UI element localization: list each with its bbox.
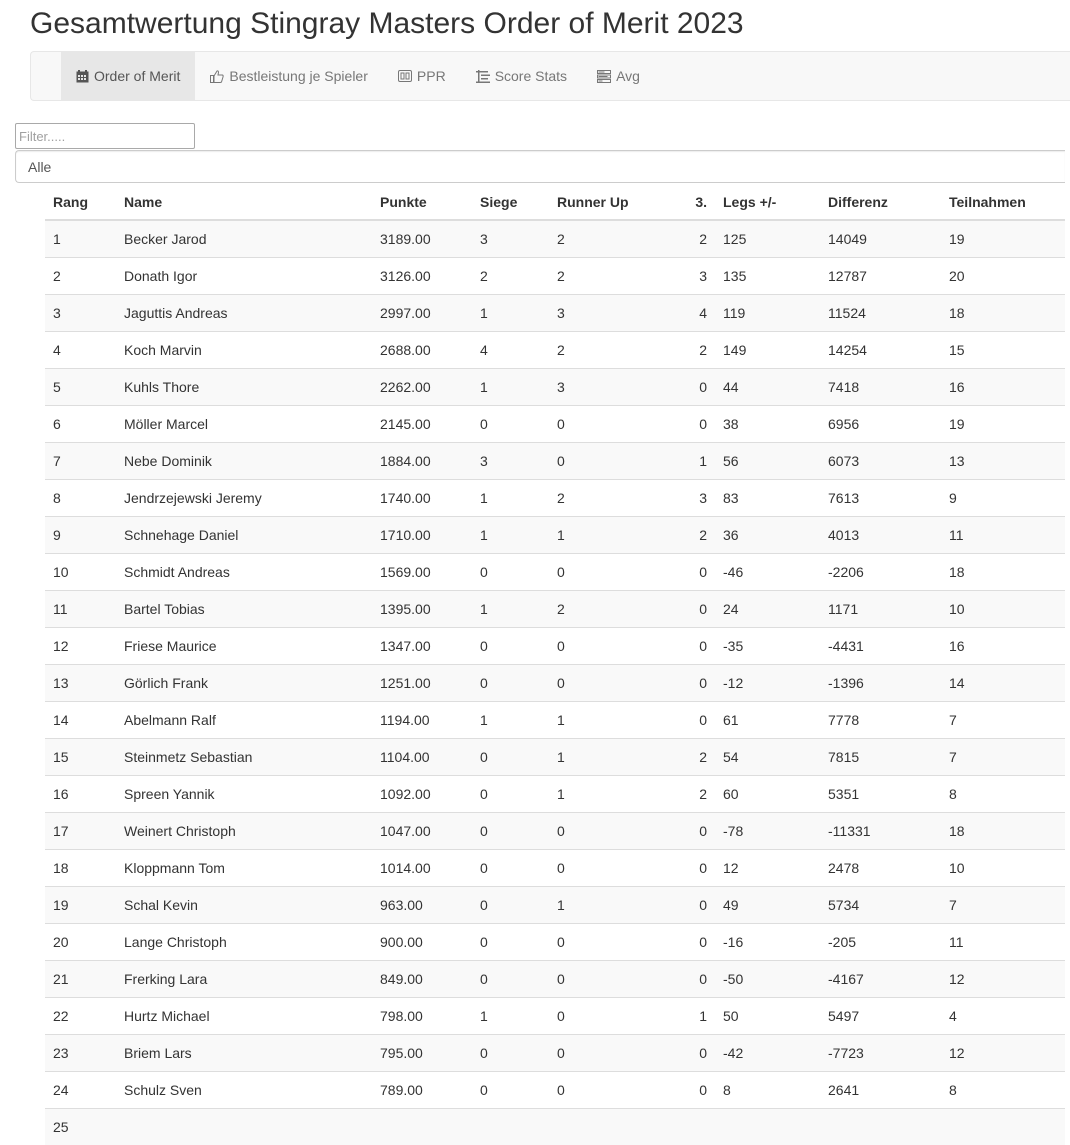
col-header-punkte[interactable]: Punkte [372,184,472,220]
table-row [45,517,1065,554]
cell-punkte: 963.00 [372,887,472,924]
cell-runner-up: 0 [549,665,675,702]
cell-legs: 12 [715,850,820,887]
cell-teilnahmen: 14 [941,665,1065,702]
cell-teilnahmen: 10 [941,850,1065,887]
cell-punkte: 900.00 [372,924,472,961]
cell-teilnahmen: 18 [941,295,1065,332]
cell-third: 2 [675,739,715,776]
cell-punkte: 1740.00 [372,480,472,517]
cell-legs: -50 [715,961,820,998]
ranking-table-container [45,184,1065,1145]
cell-name: Schal Kevin [116,887,372,924]
cell-runner-up: 1 [549,739,675,776]
cell-runner-up: 1 [549,776,675,813]
cell-name: Kuhls Thore [116,369,372,406]
cell-rang: 12 [45,628,116,665]
cell-legs: 135 [715,258,820,295]
cell-teilnahmen: 19 [941,220,1065,258]
cell-rang: 24 [45,1072,116,1109]
cell-third: 0 [675,369,715,406]
cell-punkte: 789.00 [372,1072,472,1109]
cell-rang: 10 [45,554,116,591]
cell-legs: 56 [715,443,820,480]
cell-siege: 1 [472,480,549,517]
cell-punkte: 1014.00 [372,850,472,887]
cell-differenz: -4431 [820,628,941,665]
page-title: Gesamtwertung Stingray Masters Order of Merit 2023 [30,6,744,42]
cell-siege: 1 [472,591,549,628]
table-row [45,665,1065,702]
cell-teilnahmen: 13 [941,443,1065,480]
cell-siege: 0 [472,776,549,813]
tab-label: Bestleistung je Spieler [229,68,368,84]
cell-rang: 18 [45,850,116,887]
cell-third: 0 [675,1072,715,1109]
cell-rang: 8 [45,480,116,517]
cell-name: Hurtz Michael [116,998,372,1035]
cell-runner-up: 1 [549,702,675,739]
cell-third: 0 [675,1035,715,1072]
cell-name: Möller Marcel [116,406,372,443]
cell-third: 0 [675,554,715,591]
cell-differenz: -205 [820,924,941,961]
cell-third: 2 [675,776,715,813]
cell-third: 1 [675,443,715,480]
cell-rang: 7 [45,443,116,480]
cell-runner-up: 0 [549,961,675,998]
cell-third: 3 [675,480,715,517]
tab-order-of-merit[interactable] [61,52,195,100]
cell-third: 4 [675,295,715,332]
cell-punkte: 1395.00 [372,591,472,628]
cell-runner-up: 0 [549,443,675,480]
cell-runner-up: 2 [549,258,675,295]
cell-siege: 0 [472,1035,549,1072]
cell-legs: -16 [715,924,820,961]
cell-punkte: 1104.00 [372,739,472,776]
cell-rang: 1 [45,220,116,258]
cell-siege: 0 [472,1072,549,1109]
cell-third: 3 [675,258,715,295]
cell-differenz: 1171 [820,591,941,628]
cell-rang: 11 [45,591,116,628]
cell-runner-up: 0 [549,1072,675,1109]
cell-teilnahmen: 10 [941,591,1065,628]
cell-differenz: 14049 [820,220,941,258]
table-row [45,369,1065,406]
cell-differenz: 4013 [820,517,941,554]
cell-name: Nebe Dominik [116,443,372,480]
table-row [45,554,1065,591]
cell-teilnahmen: 19 [941,406,1065,443]
cell-siege [472,1109,549,1145]
cell-differenz: 6073 [820,443,941,480]
cell-siege: 3 [472,443,549,480]
cell-siege: 0 [472,665,549,702]
cell-siege: 1 [472,369,549,406]
cell-legs: 44 [715,369,820,406]
cell-punkte: 1194.00 [372,702,472,739]
col-header-rang[interactable]: Rang [45,184,116,220]
cell-teilnahmen: 7 [941,702,1065,739]
col-header-third[interactable]: 3. [675,184,715,220]
cell-name: Steinmetz Sebastian [116,739,372,776]
cell-siege: 3 [472,220,549,258]
table-row [45,220,1065,258]
cell-teilnahmen: 7 [941,739,1065,776]
thumbs-up-icon [210,70,224,83]
cell-runner-up: 2 [549,220,675,258]
cell-punkte: 1047.00 [372,813,472,850]
cell-differenz: -1396 [820,665,941,702]
tab-score-stats[interactable] [461,52,582,100]
tasks-icon [597,70,611,83]
cell-teilnahmen: 7 [941,887,1065,924]
cell-rang: 3 [45,295,116,332]
tab-label: Avg [616,68,640,84]
cell-teilnahmen: 12 [941,961,1065,998]
col-header-runner-up[interactable]: Runner Up [549,184,675,220]
cell-teilnahmen: 18 [941,813,1065,850]
calendar-icon [76,70,89,83]
tab-label: PPR [417,68,446,84]
cell-siege: 0 [472,924,549,961]
cell-runner-up: 0 [549,1035,675,1072]
col-header-teilnahmen[interactable]: Teilnahmen [941,184,1065,220]
cell-third: 0 [675,850,715,887]
cell-differenz: 11524 [820,295,941,332]
table-row [45,591,1065,628]
cell-punkte: 2997.00 [372,295,472,332]
cell-runner-up: 0 [549,924,675,961]
table-row [45,628,1065,665]
cell-third: 0 [675,702,715,739]
cell-legs: -46 [715,554,820,591]
cell-rang: 22 [45,998,116,1035]
table-row [45,443,1065,480]
tab-label: Order of Merit [94,68,180,84]
cell-name: Weinert Christoph [116,813,372,850]
table-row [45,332,1065,369]
cell-teilnahmen: 18 [941,554,1065,591]
tab-avg[interactable] [582,52,655,100]
cell-name: Briem Lars [116,1035,372,1072]
cell-rang: 9 [45,517,116,554]
cell-name: Donath Igor [116,258,372,295]
cell-differenz [820,1109,941,1145]
cell-runner-up: 0 [549,554,675,591]
cell-teilnahmen: 15 [941,332,1065,369]
cell-third: 2 [675,332,715,369]
cell-third: 0 [675,887,715,924]
cell-third: 0 [675,813,715,850]
cell-siege: 0 [472,406,549,443]
cell-teilnahmen: 8 [941,1072,1065,1109]
table-row [45,1109,1065,1145]
cell-third [675,1109,715,1145]
cell-name: Schulz Sven [116,1072,372,1109]
col-header-name[interactable]: Name [116,184,372,220]
cell-name: Frerking Lara [116,961,372,998]
cell-siege: 0 [472,628,549,665]
table-row [45,1035,1065,1072]
cell-legs: 61 [715,702,820,739]
cell-runner-up: 3 [549,295,675,332]
cell-rang: 2 [45,258,116,295]
table-row [45,702,1065,739]
table-row [45,961,1065,998]
cell-differenz: 2478 [820,850,941,887]
cell-runner-up: 1 [549,887,675,924]
cell-differenz: -11331 [820,813,941,850]
cell-name: Schnehage Daniel [116,517,372,554]
cell-siege: 1 [472,702,549,739]
cell-punkte: 1092.00 [372,776,472,813]
cell-punkte: 1884.00 [372,443,472,480]
cell-third: 0 [675,628,715,665]
col-header-differenz[interactable]: Differenz [820,184,941,220]
cell-siege: 0 [472,739,549,776]
cell-third: 0 [675,665,715,702]
cell-siege: 0 [472,887,549,924]
table-row [45,887,1065,924]
cell-runner-up: 0 [549,813,675,850]
cell-punkte: 1251.00 [372,665,472,702]
cell-siege: 2 [472,258,549,295]
table-row [45,739,1065,776]
cell-name: Koch Marvin [116,332,372,369]
cell-siege: 0 [472,850,549,887]
cell-siege: 4 [472,332,549,369]
col-header-legs[interactable]: Legs +/- [715,184,820,220]
cell-legs: -78 [715,813,820,850]
table-row [45,258,1065,295]
cell-differenz: 2641 [820,1072,941,1109]
cell-rang: 20 [45,924,116,961]
cell-legs: 83 [715,480,820,517]
cell-punkte: 2688.00 [372,332,472,369]
table-row [45,295,1065,332]
tab-bestleistung-je-spieler[interactable] [195,52,383,100]
ranking-table [45,184,1065,1145]
cell-siege: 1 [472,517,549,554]
cell-punkte [372,1109,472,1145]
cell-legs: 49 [715,887,820,924]
table-row [45,776,1065,813]
cell-runner-up: 2 [549,332,675,369]
category-select[interactable] [15,150,1065,183]
cell-differenz: 12787 [820,258,941,295]
cell-rang: 4 [45,332,116,369]
cell-legs [715,1109,820,1145]
select-value: Alle [28,159,51,175]
cell-punkte: 798.00 [372,998,472,1035]
cell-legs: -42 [715,1035,820,1072]
cell-legs: 24 [715,591,820,628]
cell-teilnahmen: 11 [941,924,1065,961]
cell-name: Kloppmann Tom [116,850,372,887]
cell-legs: 60 [715,776,820,813]
table-header-row [45,184,1065,220]
cell-name: Becker Jarod [116,220,372,258]
cell-runner-up: 3 [549,369,675,406]
table-row [45,1072,1065,1109]
cell-siege: 0 [472,554,549,591]
cell-legs: -35 [715,628,820,665]
table-row [45,850,1065,887]
cell-runner-up: 2 [549,591,675,628]
cell-runner-up: 2 [549,480,675,517]
table-row [45,813,1065,850]
cell-legs: 149 [715,332,820,369]
cell-name: Abelmann Ralf [116,702,372,739]
cell-teilnahmen: 4 [941,998,1065,1035]
cell-differenz: 5351 [820,776,941,813]
cell-punkte: 3126.00 [372,258,472,295]
cell-teilnahmen: 16 [941,369,1065,406]
cell-runner-up: 1 [549,517,675,554]
cell-name: Görlich Frank [116,665,372,702]
cell-name: Jendrzejewski Jeremy [116,480,372,517]
cell-differenz: -2206 [820,554,941,591]
cell-rang: 23 [45,1035,116,1072]
navbar [30,51,1070,101]
cell-legs: 38 [715,406,820,443]
cell-punkte: 795.00 [372,1035,472,1072]
tab-label: Score Stats [495,68,567,84]
cell-runner-up: 0 [549,998,675,1035]
cell-rang: 13 [45,665,116,702]
cell-teilnahmen: 11 [941,517,1065,554]
cell-differenz: 14254 [820,332,941,369]
cell-differenz: 6956 [820,406,941,443]
cell-third: 2 [675,517,715,554]
cell-teilnahmen [941,1109,1065,1145]
cell-punkte: 2145.00 [372,406,472,443]
cell-punkte: 3189.00 [372,220,472,258]
cell-rang: 15 [45,739,116,776]
cell-differenz: 7613 [820,480,941,517]
cell-name: Lange Christoph [116,924,372,961]
cell-third: 0 [675,406,715,443]
cell-rang: 19 [45,887,116,924]
table-row [45,406,1065,443]
indent-icon [476,70,490,83]
cell-differenz: 5497 [820,998,941,1035]
cell-differenz: -4167 [820,961,941,998]
cell-name: Spreen Yannik [116,776,372,813]
cell-third: 2 [675,220,715,258]
cell-teilnahmen: 12 [941,1035,1065,1072]
cell-legs: -12 [715,665,820,702]
cell-rang: 14 [45,702,116,739]
cell-third: 0 [675,924,715,961]
filter-input[interactable] [15,123,195,149]
cell-runner-up: 0 [549,628,675,665]
col-header-siege[interactable]: Siege [472,184,549,220]
cell-teilnahmen: 16 [941,628,1065,665]
cell-name: Jaguttis Andreas [116,295,372,332]
cell-name [116,1109,372,1145]
table-row [45,924,1065,961]
cell-third: 1 [675,998,715,1035]
cell-siege: 0 [472,813,549,850]
cell-punkte: 1569.00 [372,554,472,591]
cell-rang: 16 [45,776,116,813]
cell-teilnahmen: 8 [941,776,1065,813]
cell-differenz: 7418 [820,369,941,406]
cell-teilnahmen: 9 [941,480,1065,517]
cell-punkte: 849.00 [372,961,472,998]
cell-third: 0 [675,961,715,998]
table-row [45,480,1065,517]
cell-differenz: 7778 [820,702,941,739]
cell-runner-up: 0 [549,406,675,443]
cell-rang: 17 [45,813,116,850]
cell-siege: 0 [472,961,549,998]
cell-legs: 119 [715,295,820,332]
cell-third: 0 [675,591,715,628]
cell-siege: 1 [472,998,549,1035]
cell-punkte: 2262.00 [372,369,472,406]
cell-differenz: 5734 [820,887,941,924]
cell-name: Friese Maurice [116,628,372,665]
cell-teilnahmen: 20 [941,258,1065,295]
cell-legs: 36 [715,517,820,554]
table-body [45,220,1065,1145]
cell-legs: 54 [715,739,820,776]
cell-name: Bartel Tobias [116,591,372,628]
cell-siege: 1 [472,295,549,332]
cell-legs: 8 [715,1072,820,1109]
cell-runner-up: 0 [549,850,675,887]
cell-legs: 50 [715,998,820,1035]
cell-differenz: -7723 [820,1035,941,1072]
cell-legs: 125 [715,220,820,258]
cell-rang: 5 [45,369,116,406]
cell-punkte: 1710.00 [372,517,472,554]
table-row [45,998,1065,1035]
cell-rang: 25 [45,1109,116,1145]
cell-punkte: 1347.00 [372,628,472,665]
cell-rang: 6 [45,406,116,443]
sound-box-icon [398,70,412,82]
cell-runner-up [549,1109,675,1145]
cell-name: Schmidt Andreas [116,554,372,591]
cell-differenz: 7815 [820,739,941,776]
cell-rang: 21 [45,961,116,998]
tab-ppr[interactable] [383,52,461,100]
